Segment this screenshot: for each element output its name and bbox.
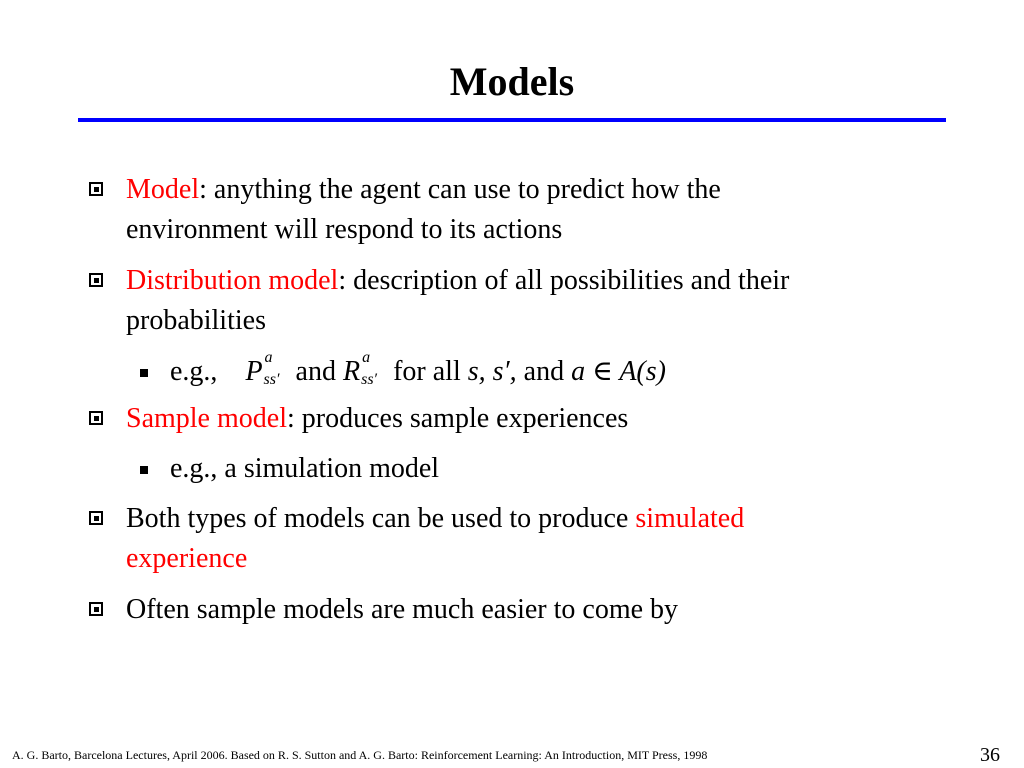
term-distribution-model: Distribution model: [126, 265, 339, 296]
slide-title: Models: [449, 59, 575, 104]
checkbox-bullet-icon: [89, 273, 103, 287]
square-bullet-icon: [140, 369, 148, 377]
bullet-text: Often sample models are much easier to come by: [126, 594, 679, 625]
reward-symbol: R: [342, 356, 361, 387]
formula-line: [170, 349, 666, 392]
definition-text: : anything the agent can use to predict how the: [199, 174, 721, 205]
state-subscript: ss′: [263, 371, 280, 388]
term-simulated: simulated: [635, 503, 745, 534]
state-s-prime: s′,: [492, 356, 517, 387]
definition-continuation: environment will respond to its actions: [126, 214, 563, 245]
action-set-membership: a ∈ A(s): [571, 356, 666, 387]
bullet-text: [126, 261, 946, 341]
checkbox-bullet-icon: [89, 511, 103, 525]
reward-indices: [360, 349, 386, 392]
action-superscript: a: [362, 349, 371, 366]
state-subscript: ss′: [361, 371, 378, 388]
bullet-text: [126, 399, 946, 439]
and-word: and: [523, 356, 565, 387]
transition-prob-indices: [263, 349, 289, 392]
checkbox-bullet-icon: [89, 602, 103, 616]
sub-bullet-text: e.g., a simulation model: [170, 453, 440, 484]
term-model: Model: [126, 174, 200, 205]
checkbox-bullet-icon: [89, 411, 103, 425]
state-s: s,: [467, 356, 486, 387]
term-sample-model: Sample model: [126, 403, 287, 434]
bullet-text: [126, 499, 946, 579]
square-bullet-icon: [140, 466, 148, 474]
and-word: and: [295, 356, 336, 387]
statement-text: Both types of models can be used to produce: [126, 503, 636, 534]
page-number: 36: [980, 744, 1000, 766]
term-experience: experience: [126, 543, 248, 574]
for-all-text: for all: [393, 356, 461, 387]
eg-prefix: e.g.,: [170, 356, 218, 387]
checkbox-bullet-icon: [89, 182, 103, 196]
transition-prob-symbol: P: [245, 356, 263, 387]
bullet-text: [126, 170, 946, 250]
footer-citation: A. G. Barto, Barcelona Lectures, April 2006. Based on R. S. Sutton and A. G. Barto: Reinforcement Learning: An Introduction, MIT Press, 1998: [12, 748, 708, 762]
definition-text: : produces sample experiences: [286, 403, 629, 434]
definition-continuation: probabilities: [126, 305, 266, 336]
definition-text: : description of all possibilities and their: [338, 265, 790, 296]
action-superscript: a: [264, 349, 273, 366]
